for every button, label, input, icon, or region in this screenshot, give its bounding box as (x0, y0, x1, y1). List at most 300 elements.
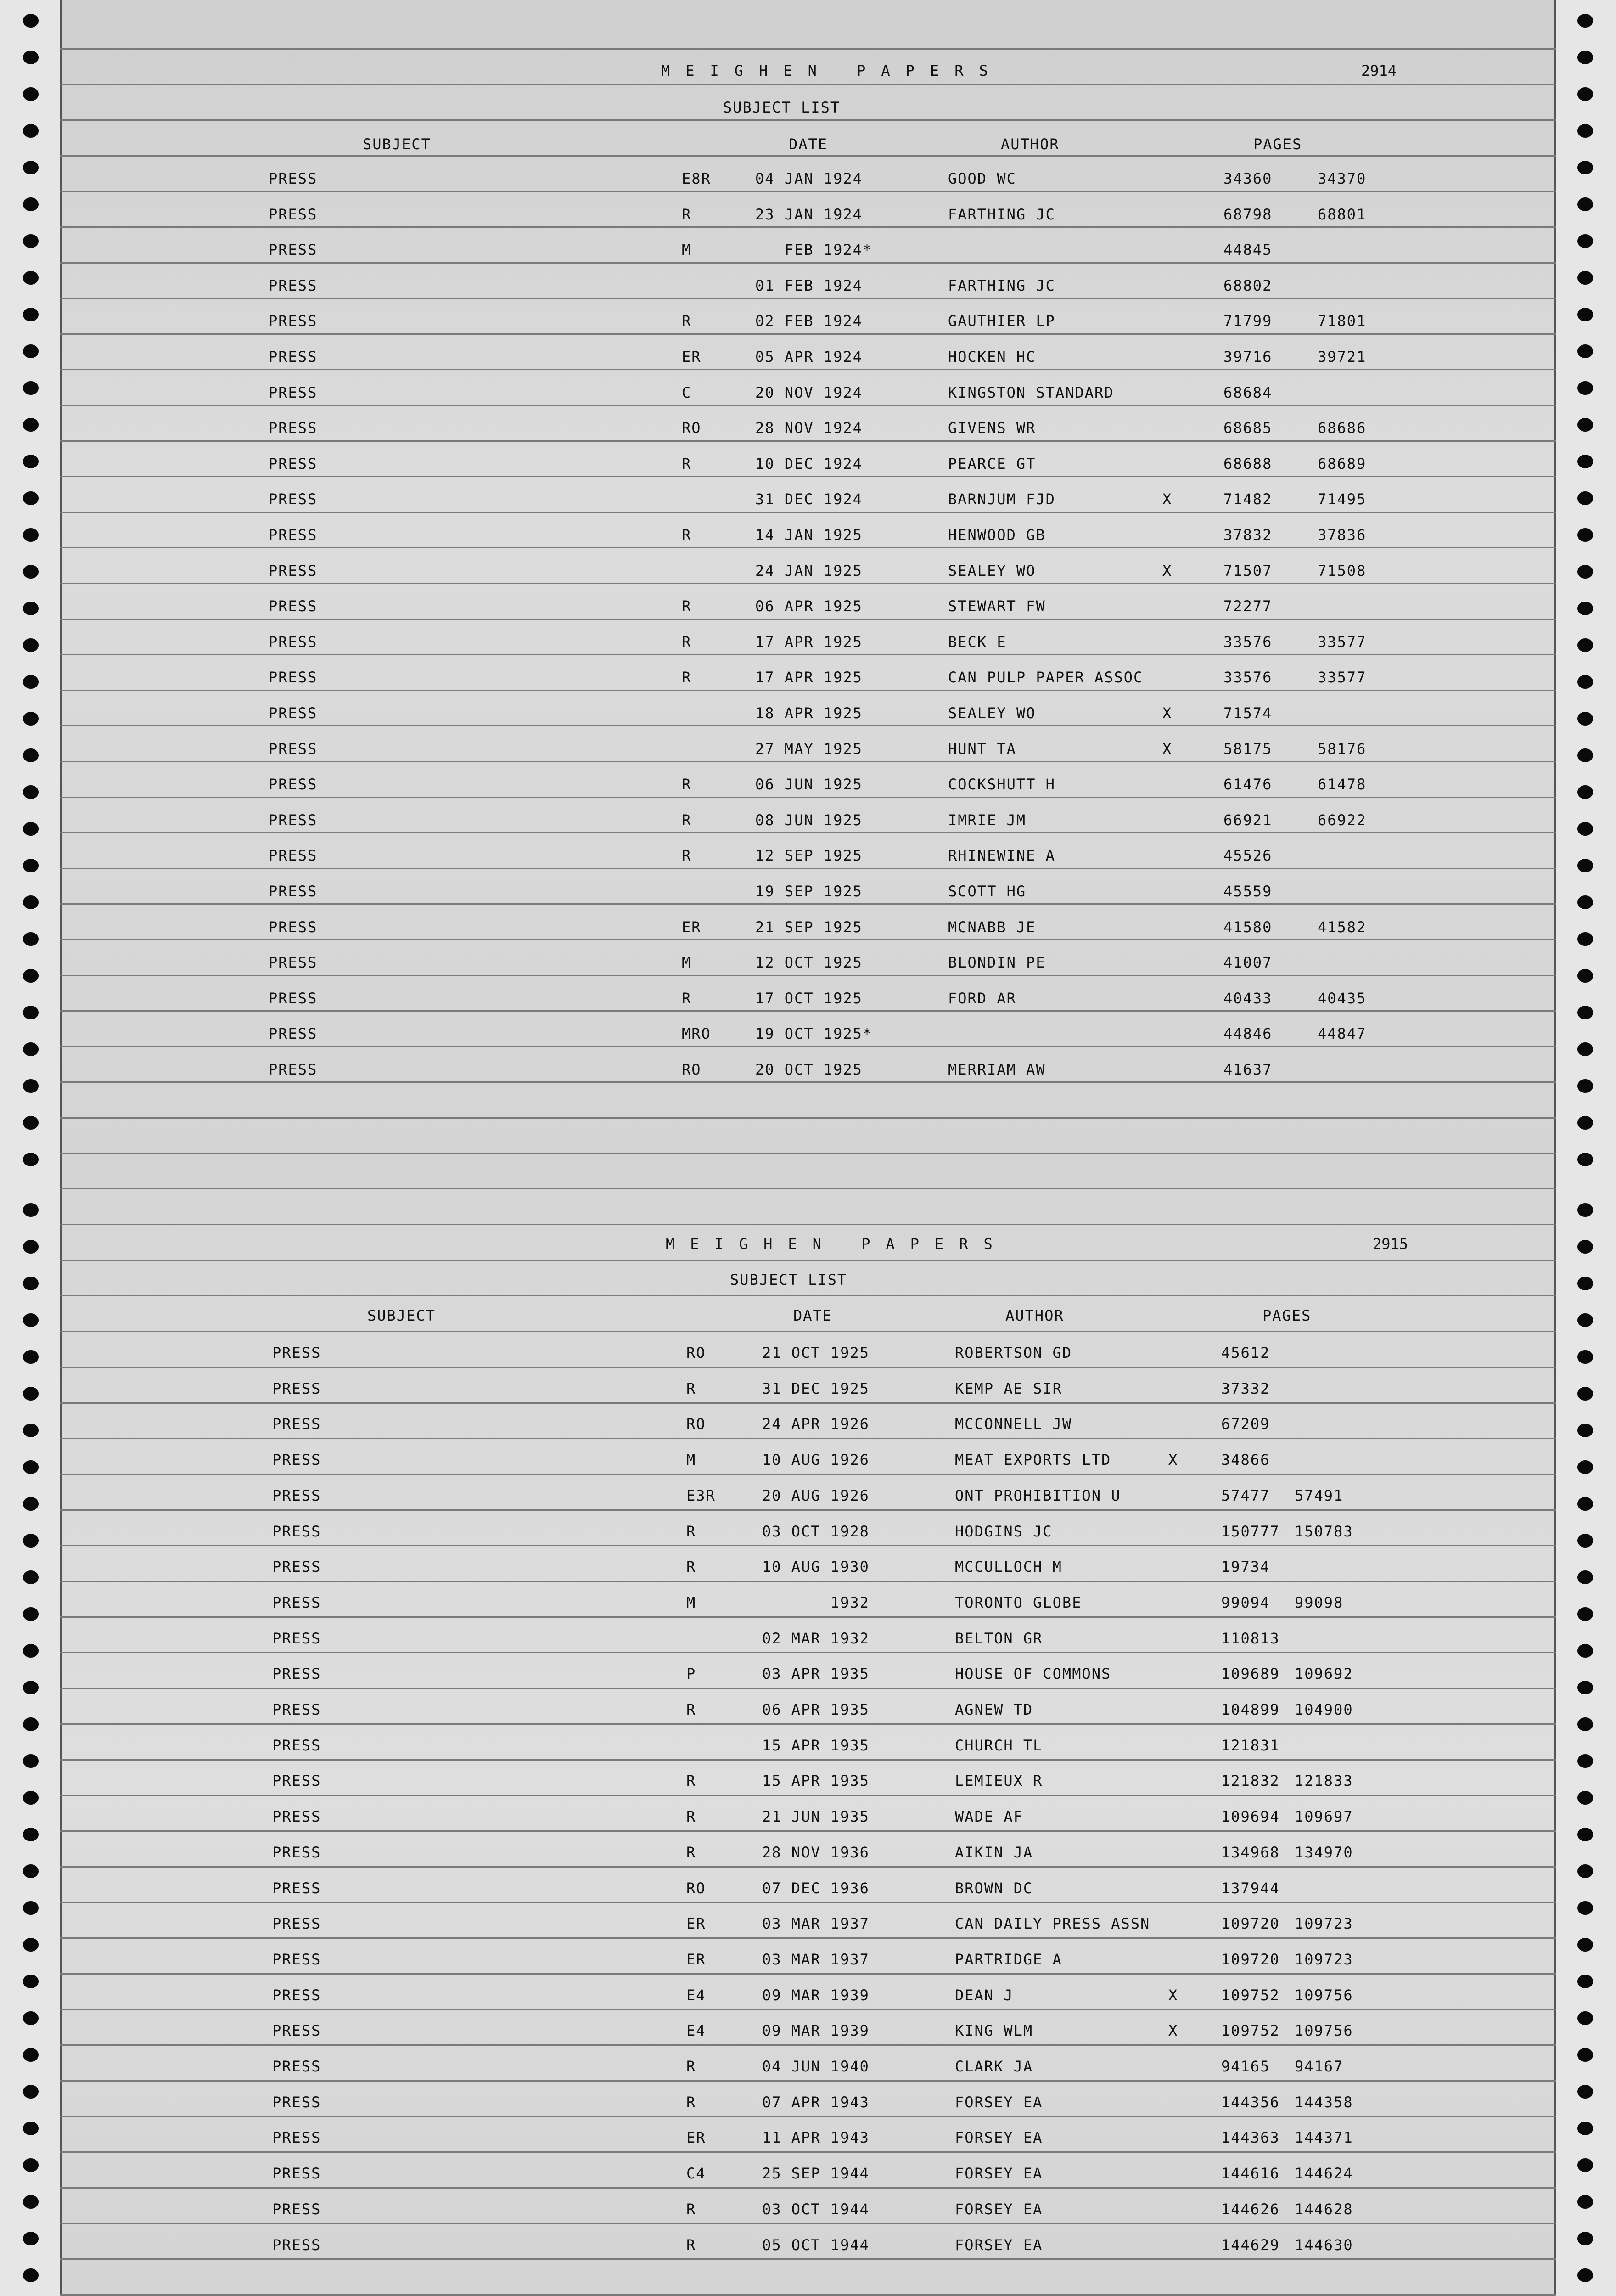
col-pages-header: PAGES (1253, 135, 1302, 153)
cell-subject: PRESS (269, 276, 318, 294)
feed-hole (23, 1607, 39, 1621)
cell-p1: 72277 (1223, 597, 1273, 615)
feed-hole (23, 528, 39, 542)
cell-code: M (682, 241, 692, 259)
cell-date: 31 DEC 1924 (755, 490, 863, 508)
cell-subject: PRESS (269, 455, 318, 473)
feed-hole (23, 565, 39, 579)
cell-author: FORSEY EA (955, 2200, 1043, 2218)
cell-code: ER (686, 2129, 706, 2147)
feed-hole (23, 2158, 39, 2172)
cell-date: 21 JUN 1935 (762, 1808, 870, 1826)
feed-hole (1577, 675, 1593, 689)
ruled-line (60, 155, 1556, 157)
feed-hole (23, 491, 39, 505)
cell-author: STEWART FW (948, 597, 1046, 615)
cell-p1: 68685 (1223, 419, 1273, 437)
cell-date: 24 JAN 1925 (755, 562, 863, 580)
feed-hole (1577, 1203, 1593, 1217)
cell-p2: 109756 (1295, 1986, 1353, 2004)
feed-hole (23, 1754, 39, 1768)
feed-hole (23, 2011, 39, 2025)
cell-p1: 61476 (1223, 776, 1273, 793)
page-2915 (0, 1189, 1616, 2296)
feed-hole (1577, 785, 1593, 799)
cell-x: X (1162, 704, 1173, 722)
cell-subject: PRESS (269, 847, 318, 865)
cell-subject: PRESS (272, 1736, 321, 1754)
ruled-line (60, 440, 1556, 442)
cell-subject: PRESS (272, 1593, 321, 1611)
ruled-line (60, 369, 1556, 370)
cell-code: C (682, 383, 692, 401)
ruled-line (60, 2223, 1556, 2224)
cell-subject: PRESS (269, 1025, 318, 1043)
cell-subject: PRESS (269, 669, 318, 687)
feed-hole (1577, 1828, 1593, 1841)
cell-date: 06 JUN 1925 (755, 776, 863, 793)
cell-date: 28 NOV 1924 (755, 419, 863, 437)
cell-p1: 45612 (1221, 1344, 1270, 1362)
ruled-line (60, 690, 1556, 691)
feed-hole (1577, 1938, 1593, 1952)
feed-hole (23, 344, 39, 358)
cell-date: 14 JAN 1925 (755, 526, 863, 544)
cell-date: 02 MAR 1932 (762, 1629, 870, 1647)
ruled-line (60, 1474, 1556, 1475)
cell-code: R (686, 1522, 696, 1540)
cell-subject: PRESS (272, 1486, 321, 1504)
cell-p2: 150783 (1295, 1522, 1353, 1540)
cell-p2: 109756 (1295, 2022, 1353, 2040)
cell-subject: PRESS (269, 918, 318, 936)
cell-date: 07 DEC 1936 (762, 1879, 870, 1897)
cell-x: X (1162, 740, 1173, 758)
ruled-line (60, 512, 1556, 513)
cell-subject: PRESS (269, 562, 318, 580)
feed-hole (1577, 1497, 1593, 1511)
cell-date: 20 NOV 1924 (755, 383, 863, 401)
cell-date: 25 SEP 1944 (762, 2165, 870, 2183)
cell-p1: 68798 (1223, 205, 1273, 223)
feed-hole (1577, 1042, 1593, 1056)
cell-p1: 34360 (1223, 170, 1273, 187)
cell-code: R (682, 989, 692, 1007)
cell-p1: 94165 (1221, 2058, 1270, 2075)
cell-code: ER (686, 1950, 706, 1968)
feed-hole (23, 2085, 39, 2099)
cell-date: 10 DEC 1924 (755, 455, 863, 473)
subtitle: SUBJECT LIST (730, 1271, 847, 1289)
cell-date: 09 MAR 1939 (762, 1986, 870, 2004)
col-author-header: AUTHOR (1005, 1307, 1064, 1324)
cell-p2: 109697 (1295, 1808, 1353, 1826)
cell-p1: 34866 (1221, 1451, 1270, 1469)
page-number: 2914 (1361, 62, 1397, 79)
cell-code: RO (686, 1879, 706, 1897)
feed-hole (23, 271, 39, 285)
cell-p1: 41580 (1223, 918, 1273, 936)
feed-hole (23, 895, 39, 909)
ruled-line (60, 725, 1556, 726)
feed-hole (23, 1864, 39, 1878)
cell-date: 19 OCT 1925* (755, 1025, 873, 1043)
ruled-line (60, 1902, 1556, 1903)
ruled-line (60, 832, 1556, 833)
cell-code: R (682, 847, 692, 865)
cell-date: 08 JUN 1925 (755, 811, 863, 829)
ruled-line (60, 1509, 1556, 1511)
cell-p1: 66921 (1223, 811, 1273, 829)
cell-x: X (1162, 562, 1173, 580)
ruled-line (60, 1402, 1556, 1404)
cell-author: AGNEW TD (955, 1701, 1033, 1718)
cell-date: 10 AUG 1930 (762, 1558, 870, 1576)
cell-p2: 144358 (1295, 2093, 1353, 2111)
cell-date: 04 JUN 1940 (762, 2058, 870, 2075)
feed-hole (1577, 1534, 1593, 1548)
cell-date: 12 SEP 1925 (755, 847, 863, 865)
ruled-line (60, 1081, 1556, 1083)
cell-code: R (682, 597, 692, 615)
cell-code: R (682, 811, 692, 829)
col-author-header: AUTHOR (1001, 135, 1060, 153)
feed-hole (23, 2268, 39, 2282)
feed-hole (23, 822, 39, 836)
cell-x: X (1162, 490, 1173, 508)
cell-subject: PRESS (272, 1915, 321, 1933)
cell-code: R (682, 312, 692, 330)
ruled-line (60, 1438, 1556, 1439)
cell-date: 10 AUG 1926 (762, 1451, 870, 1469)
cell-p1: 144629 (1221, 2236, 1280, 2254)
ruled-line (60, 119, 1556, 121)
cell-subject: PRESS (272, 1950, 321, 1968)
cell-p2: 99098 (1295, 1593, 1344, 1611)
cell-subject: PRESS (269, 170, 318, 187)
feed-hole (1577, 2232, 1593, 2245)
cell-date: 17 OCT 1925 (755, 989, 863, 1007)
cell-subject: PRESS (272, 1808, 321, 1826)
ruled-line (60, 2187, 1556, 2189)
cell-date: 19 SEP 1925 (755, 883, 863, 900)
cell-p1: 110813 (1221, 1629, 1280, 1647)
cell-date: 02 FEB 1924 (755, 312, 863, 330)
feed-hole (1577, 1975, 1593, 1988)
cell-code: ER (682, 348, 701, 366)
cell-date: 03 OCT 1944 (762, 2200, 870, 2218)
col-date-header: DATE (793, 1307, 833, 1324)
cell-subject: PRESS (272, 2129, 321, 2147)
cell-author: FORSEY EA (955, 2165, 1043, 2183)
feed-hole (1577, 491, 1593, 505)
cell-p2: 68801 (1318, 205, 1367, 223)
feed-hole (1577, 197, 1593, 211)
cell-subject: PRESS (269, 954, 318, 972)
cell-date: 21 SEP 1925 (755, 918, 863, 936)
ruled-line (60, 939, 1556, 940)
feed-hole (1577, 2122, 1593, 2135)
cell-code: P (686, 1665, 696, 1683)
page-title: MEIGHEN PAPERS (666, 1235, 1008, 1253)
cell-code: ER (682, 918, 701, 936)
cell-x: X (1168, 1451, 1178, 1469)
ruled-line (60, 1830, 1556, 1832)
feed-hole (1577, 2268, 1593, 2282)
cell-p2: 71801 (1318, 312, 1367, 330)
cell-p1: 57477 (1221, 1486, 1270, 1504)
ruled-line (60, 2009, 1556, 2010)
cell-date: 12 OCT 1925 (755, 954, 863, 972)
feed-hole (1577, 2195, 1593, 2209)
cell-p1: 109694 (1221, 1808, 1280, 1826)
cell-p1: 71482 (1223, 490, 1273, 508)
ruled-line (60, 1937, 1556, 1939)
feed-hole (1577, 1424, 1593, 1437)
cell-p1: 109720 (1221, 1950, 1280, 1968)
cell-date: 15 APR 1935 (762, 1736, 870, 1754)
feed-hole (23, 969, 39, 983)
cell-author: FORSEY EA (955, 2129, 1043, 2147)
cell-subject: PRESS (272, 1879, 321, 1897)
feed-hole (1577, 1681, 1593, 1694)
cell-code: R (682, 526, 692, 544)
cell-date: 21 OCT 1925 (762, 1344, 870, 1362)
cell-subject: PRESS (272, 1344, 321, 1362)
cell-author: MEAT EXPORTS LTD (955, 1451, 1111, 1469)
cell-author: GIVENS WR (948, 419, 1036, 437)
feed-hole (1577, 271, 1593, 285)
cell-author: TORONTO GLOBE (955, 1593, 1082, 1611)
cell-p2: 109723 (1295, 1950, 1353, 1968)
cell-author: RHINEWINE A (948, 847, 1055, 865)
cell-author: BELTON GR (955, 1629, 1043, 1647)
cell-code: R (682, 633, 692, 651)
cell-code: RO (686, 1415, 706, 1433)
ruled-line (60, 1759, 1556, 1761)
cell-author: BARNJUM FJD (948, 490, 1055, 508)
cell-code: R (682, 205, 692, 223)
cell-subject: PRESS (272, 1701, 321, 1718)
cell-p1: 144363 (1221, 2129, 1280, 2147)
col-subject-header: SUBJECT (367, 1307, 436, 1324)
cell-subject: PRESS (272, 2236, 321, 2254)
cell-subject: PRESS (272, 1665, 321, 1683)
cell-p1: 58175 (1223, 740, 1273, 758)
ruled-line (60, 1046, 1556, 1047)
cell-p1: 137944 (1221, 1879, 1280, 1897)
ruled-line (60, 1581, 1556, 1582)
feed-hole (1577, 234, 1593, 248)
cell-p1: 39716 (1223, 348, 1273, 366)
cell-date: 06 APR 1935 (762, 1701, 870, 1718)
feed-hole (1577, 602, 1593, 615)
feed-hole (23, 1534, 39, 1548)
cell-p1: 41637 (1223, 1061, 1273, 1078)
ruled-line (60, 298, 1556, 299)
ruled-line (60, 405, 1556, 406)
cell-p1: 37832 (1223, 526, 1273, 544)
feed-hole (1577, 1079, 1593, 1093)
cell-subject: PRESS (269, 811, 318, 829)
cell-p1: 109752 (1221, 2022, 1280, 2040)
cell-p1: 40433 (1223, 989, 1273, 1007)
cell-code: R (682, 669, 692, 687)
cell-code: RO (682, 419, 701, 437)
feed-hole (23, 455, 39, 468)
cell-p1: 33576 (1223, 633, 1273, 651)
cell-author: HOCKEN HC (948, 348, 1036, 366)
cell-code: R (686, 2200, 696, 2218)
cell-code: RO (682, 1061, 701, 1078)
cell-p1: 68688 (1223, 455, 1273, 473)
cell-date: FEB 1924* (755, 241, 873, 259)
cell-code: M (686, 1451, 696, 1469)
cell-author: SCOTT HG (948, 883, 1027, 900)
feed-hole (23, 1116, 39, 1130)
cell-author: HUNT TA (948, 740, 1016, 758)
cell-code: M (682, 954, 692, 972)
feed-hole (1577, 1153, 1593, 1166)
ruled-line (60, 2116, 1556, 2117)
feed-hole (23, 87, 39, 101)
cell-subject: PRESS (269, 1061, 318, 1078)
feed-hole (23, 1313, 39, 1327)
page-title: MEIGHEN PAPERS (661, 62, 1004, 79)
cell-author: ONT PROHIBITION U (955, 1486, 1121, 1504)
cell-subject: PRESS (272, 2093, 321, 2111)
cell-date: 17 APR 1925 (755, 633, 863, 651)
cell-author: MERRIAM AW (948, 1061, 1046, 1078)
cell-code: R (686, 1843, 696, 1861)
cell-date: 24 APR 1926 (762, 1415, 870, 1433)
cell-subject: PRESS (269, 526, 318, 544)
cell-p2: 144630 (1295, 2236, 1353, 2254)
cell-p1: 144626 (1221, 2200, 1280, 2218)
ruled-line (60, 84, 1556, 85)
feed-hole (23, 51, 39, 64)
ruled-line (60, 2151, 1556, 2153)
cell-p1: 71507 (1223, 562, 1273, 580)
cell-subject: PRESS (269, 241, 318, 259)
feed-hole (1577, 638, 1593, 652)
cell-author: AIKIN JA (955, 1843, 1033, 1861)
feed-hole (1577, 1644, 1593, 1658)
feed-hole (23, 638, 39, 652)
feed-hole (23, 785, 39, 799)
feed-hole (23, 2048, 39, 2062)
feed-hole (1577, 528, 1593, 542)
cell-p2: 144628 (1295, 2200, 1353, 2218)
cell-p2: 41582 (1318, 918, 1367, 936)
feed-hole (23, 1681, 39, 1694)
cell-author: CAN DAILY PRESS ASSN (955, 1915, 1150, 1933)
cell-author: KINGSTON STANDARD (948, 383, 1114, 401)
feed-hole (23, 2195, 39, 2209)
cell-author: SEALEY WO (948, 562, 1036, 580)
cell-date: 09 MAR 1939 (762, 2022, 870, 2040)
cell-subject: PRESS (272, 1986, 321, 2004)
feed-hole (23, 859, 39, 872)
cell-subject: PRESS (272, 2165, 321, 2183)
feed-hole (1577, 859, 1593, 872)
cell-p1: 144356 (1221, 2093, 1280, 2111)
cell-author: ROBERTSON GD (955, 1344, 1072, 1362)
ruled-line (60, 262, 1556, 264)
cell-subject: PRESS (272, 2022, 321, 2040)
cell-p1: 109720 (1221, 1915, 1280, 1933)
feed-hole (1577, 748, 1593, 762)
feed-hole (23, 1497, 39, 1511)
ruled-line (60, 1295, 1556, 1296)
ruled-line (60, 2080, 1556, 2082)
cell-subject: PRESS (272, 2200, 321, 2218)
cell-author: PEARCE GT (948, 455, 1036, 473)
feed-hole (1577, 565, 1593, 579)
feed-hole (1577, 1387, 1593, 1401)
cell-subject: PRESS (269, 989, 318, 1007)
cell-author: CAN PULP PAPER ASSOC (948, 669, 1144, 687)
cell-date: 20 OCT 1925 (755, 1061, 863, 1078)
ruled-line (60, 1616, 1556, 1618)
cell-code: RO (686, 1344, 706, 1362)
cell-p2: 71495 (1318, 490, 1367, 508)
cell-p2: 104900 (1295, 1701, 1353, 1718)
feed-hole (1577, 1116, 1593, 1130)
feed-hole (1577, 2158, 1593, 2172)
cell-code: R (686, 1808, 696, 1826)
cell-subject: PRESS (272, 1522, 321, 1540)
cell-subject: PRESS (269, 704, 318, 722)
cell-p2: 94167 (1295, 2058, 1344, 2075)
cell-author: GOOD WC (948, 170, 1016, 187)
feed-hole (1577, 1754, 1593, 1768)
cell-p1: 33576 (1223, 669, 1273, 687)
feed-hole (1577, 1901, 1593, 1915)
feed-hole (1577, 895, 1593, 909)
feed-hole (1577, 1864, 1593, 1878)
ruled-line (60, 1153, 1556, 1154)
cell-author: WADE AF (955, 1808, 1023, 1826)
feed-hole (23, 381, 39, 395)
ruled-line (60, 868, 1556, 869)
cell-author: KING WLM (955, 2022, 1033, 2040)
cell-author: IMRIE JM (948, 811, 1027, 829)
feed-hole (23, 1153, 39, 1166)
cell-date: 03 MAR 1937 (762, 1950, 870, 1968)
feed-hole (23, 14, 39, 28)
cell-date: 06 APR 1925 (755, 597, 863, 615)
cell-author: SEALEY WO (948, 704, 1036, 722)
cell-subject: PRESS (269, 383, 318, 401)
ruled-line (60, 226, 1556, 228)
ruled-line (60, 1652, 1556, 1653)
cell-code: R (686, 2058, 696, 2075)
cell-subject: PRESS (269, 419, 318, 437)
cell-date: 28 NOV 1936 (762, 1843, 870, 1861)
cell-p1: 71799 (1223, 312, 1273, 330)
cell-p1: 44845 (1223, 241, 1273, 259)
feed-hole (23, 1350, 39, 1364)
cell-author: HENWOOD GB (948, 526, 1046, 544)
cell-p2: 61478 (1318, 776, 1367, 793)
feed-hole (23, 712, 39, 726)
cell-author: BECK E (948, 633, 1007, 651)
feed-hole (1577, 1791, 1593, 1805)
cell-p2: 58176 (1318, 740, 1367, 758)
feed-hole (1577, 161, 1593, 174)
ruled-line (60, 333, 1556, 335)
